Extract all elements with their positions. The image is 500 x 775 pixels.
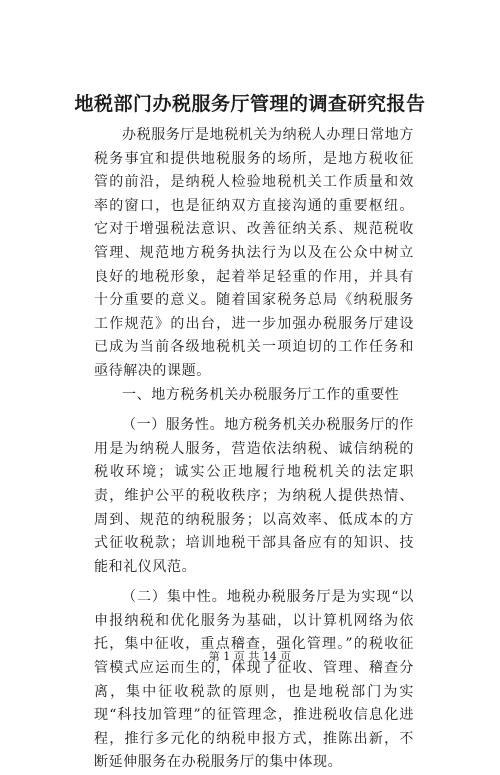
page-number-footer: 第 1 页 共 14 页 bbox=[208, 650, 292, 663]
document-body bbox=[94, 124, 414, 775]
service-paragraph: （一）服务性。地方税务机关办税服务厅的作用是为纳税人服务，营造依法纳税、诚信纳税的税收环境；诚实公正地履行地税机关的法定职责，维护公平的税收秩序；为纳税人提供热情、周到、规范的纳税服务；以高效率、低成本的方式征收税款；培训地税干部具备应有的知识、技能和礼仪风范。 bbox=[94, 417, 414, 575]
intro-paragraph: 办税服务厅是地税机关为纳税人办理日常地方税务事宜和提供地税服务的场所，是地方税收征管的前沿，是纳税人检验地税机关工作质量和效率的窗口，也是征纳双方直接沟通的重要枢纽。它对于增强税法意识、改善征纳关系、规范税收管理、规范地方税务执法行为以及在公众中树立良好的地税形象，起着举足轻重的作用，并具有十分重要的意义。随着国家税务总局《纳税服务工作规范》的出台，进一步加强办税服务厅建设已成为当前各级地税机关一项迫切的工作任务和亟待解决的课题。 bbox=[94, 127, 414, 379]
document-title: 地税部门办税服务厅管理的调查研究报告 bbox=[74, 93, 426, 115]
section-heading-importance: 一、地方税务机关办税服务厅工作的重要性 bbox=[122, 386, 400, 403]
centralization-paragraph: （二）集中性。地税办税服务厅是为实现“以申报纳税和优化服务为基础，以计算机网络为依托，集中征收，重点稽查，强化管理。”的税收征管模式应运而生的，体现了征收、管理、稽查分离，集中征收税款的原则，也是地税部门为实现“科技加管理”的征管理念，推进税收信息化进程，推行多元化的纳税申报方式，推陈出新，不断延伸服务在办税服务厅的集中体现。 bbox=[94, 589, 414, 771]
